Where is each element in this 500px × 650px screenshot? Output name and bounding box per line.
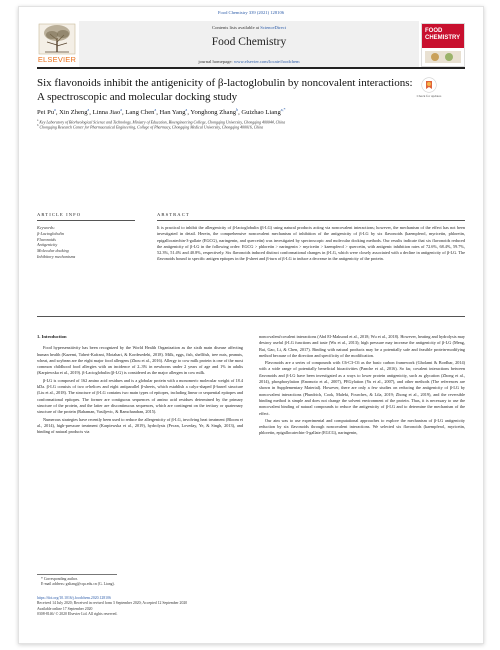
abstract-text: It is practical to inhibit the allergenicity of β-lactoglobulin (β-LG) using natural products acting via noncovalent interactions; however, the mechanism of the effect has not been investigated in detail. Herein, the comprehensive noncovalent mechanism of inhibition of the antigenicity of β-LG by six flavonoids (kaempferol, myricetin, phloretin, epigallocatechin-3-gallate (EGCG), naringenin, and quercetin) was investigated by spectroscopic and molecular docking methods. Our results indicate that six flavonoids reduced the antigenicity of β-LG in the following order: EGCG > phloretin > naringenin > myricetin > kaempferol > quercetin, with antigenic inhibition rates of 72.6%, 68.4%, 59.7%, 52.3%, 51.4% and 40.8%, respectively. Six flavonoids induced distinct conformational changes in β-LG, which were closely associated with a decline in antigenicity of β-LG. The flavonoids bound to specific antigen epitopes in the β-sheet and β-turn of β-LG to induce a decrease in the antigenicity of the protein. (157, 225, 465, 262)
keyword: Inhibitory mechanisms (37, 253, 76, 259)
author[interactable]: Pei Pu$^a$ (37, 107, 56, 117)
cover-illustration-icon (423, 49, 463, 65)
sciencedirect-link[interactable]: ScienceDirect (260, 25, 286, 30)
journal-citation[interactable]: Food Chemistry 339 (2021) 128106 (217, 10, 285, 15)
keywords-block (37, 225, 135, 260)
author-list: Pei Pu$^a$, Xin Zheng$^a$, Linna Jiao$^a$, Lang Chen$^a$, Han Yang$^a$, Yonghong Zhang$^b$, Guizhao Liang$^{a,*}$ (37, 107, 286, 117)
author[interactable]: Xin Zheng$^a$ (59, 107, 90, 117)
body-column-left (37, 334, 243, 436)
affiliation-a: $^a$ Key Laboratory of Biorheological Science and Technology, Ministry of Education, Bioengineering College, Chongqing University, Chongqing 400044, China (37, 118, 286, 125)
contents-prefix: Contents lists available at (212, 25, 261, 30)
divider (37, 220, 135, 221)
paper-page (18, 6, 484, 644)
footnote-divider (37, 574, 117, 575)
article-title: Six flavonoids inhibit the antigenicity of β-lactoglobulin by noncovalent interactions: A spectroscopic and molecular docking study (37, 77, 413, 103)
keyword: Molecular docking (37, 248, 69, 254)
publication-info (37, 596, 337, 618)
check-for-updates-icon[interactable] (421, 77, 437, 93)
doi-link[interactable]: https://doi.org/10.1016/j.foodchem.2020.128106 (37, 596, 111, 600)
received-dates: Received 14 July 2020; Received in revised form 3 September 2020; Accepted 12 September 2020 (37, 601, 188, 606)
homepage-line (79, 59, 419, 64)
footnotes (37, 577, 337, 588)
keyword: β-Lactoglobulin (37, 230, 64, 236)
body-column-right (259, 334, 465, 438)
cover-title: FOOD CHEMISTRY (425, 28, 461, 41)
paragraph: Numerous strategies have recently been used to reduce the allergenicity of β-LG, involving heat treatment (Bloom et al., 2014), high-pressure treatment (Karpiewska et al., 2019), hydrolysis (Pecan, Loveday, Ye, & Singh, 2013), and binding of natural products via (37, 416, 243, 435)
paragraph: Flavonoids are a series of compounds with C6-C3-C6 as the basic carbon framework (Gholami & Bordbar, 2014) with a wide range of potentially beneficial bioactivities (Panche et al., 2016). So far, covalent interactions between flavonoids and β-LG have been investigated as a ways to lower protein antigenicity, such as glycation (Zhong et al., 2014), phosphorylation (Enomoto et al., 2007), PEGylation (Yu et al., 2007), and other methods (The references are shown in Supplementary Material). However, there are only a few studies on reducing the antigenicity of β-LG by noncovalent interactions (Plundrich, Cook, Maleki, Fourches, & Lila, 2019; Zhong et al., 2019), and the reversible binding method is simple and does not change the solvent environment of the protein. Thus, it is necessary to use the noncovalent binding of natural compounds to reduce the antigenicity of β-LG and to determine the mechanism of the effect. (259, 360, 465, 416)
elsevier-wordmark: ELSEVIER (37, 55, 77, 64)
contents-line (79, 25, 419, 30)
author[interactable]: Guizhao Liang$^{a,*}$ (241, 107, 286, 117)
paragraph: β-LG is composed of 162 amino acid residues and is a globular protein with a monomeric molecular weight of 18.4 kDa. β-LG consists of two α-helices and eight antiparallel β-sheets, which establish a calyx-shaped β-barrel structure (Liu et al., 2018). The structure of β-LG contains two main types of epitopes, including linear or sequential epitopes and conformational epitopes. The former are contiguous sequences of amino acid residues determined by the primary structure of the protein, and the latter are discontinuous sequences, which are contingent on the tertiary or quaternary structure of the protein (Rahaman, Vasiljevic, & Ramchandran, 2015). (37, 377, 243, 415)
affiliation-b: $^b$ Chongqing Research Center for Pharmaceutical Engineering, College of Pharmacy, Chongqing Medical University, Chongqing 400016, China (37, 123, 264, 130)
paragraph: noncovalent/covalent interactions (Abd El-Maksoud et al., 2018; Wu et al., 2018). However, heating and hydrolysis may destroy useful β-LG functions and taste (Wu et al., 2013); high pressure may increase the antigenicity of β-LG (Meng, Bai, Gao, Li, & Chen, 2017). Binding with natural products may be a potentially safe and feasible protein-modifying method because of the direction and specificity of the modification. (259, 334, 465, 358)
author[interactable]: Han Yang$^a$ (159, 107, 188, 117)
journal-header (37, 21, 465, 69)
author[interactable]: Lang Chen$^a$ (125, 107, 157, 117)
corresponding-note: * Corresponding author. (41, 577, 78, 581)
author[interactable]: Yonghong Zhang$^b$ (190, 107, 239, 117)
abstract-heading: ABSTRACT (157, 212, 190, 217)
email-note[interactable]: E-mail address: gzliang@cqu.edu.cn (G. Liang). (41, 582, 115, 587)
article-info-heading: ARTICLE INFO (37, 212, 82, 217)
keyword: Antigenicity (37, 242, 58, 248)
keyword: Flavonoids (37, 236, 56, 242)
keywords-label: Keywords: (37, 225, 55, 230)
elsevier-logo (37, 22, 77, 66)
check-for-updates-label[interactable]: Check for updates (416, 94, 442, 98)
copyright: 0308-8146/ © 2020 Elsevier Ltd. All rights reserved. (37, 612, 118, 617)
section-heading: 1. Introduction (37, 334, 67, 339)
paragraph: Our aim was to use experimental and computational approaches to explore the mechanism of β-LG antigenicity reduction by six flavonoids through noncovalent interactions. We selected six flavonoids (kaempferol, myricetin, phloretin, epigallocatechin-3-gallate (EGCG), naringenin, (259, 417, 465, 436)
homepage-prefix: journal homepage: (198, 59, 234, 64)
divider (157, 220, 465, 221)
journal-cover (421, 23, 465, 67)
elsevier-tree-icon (37, 22, 77, 56)
journal-masthead (79, 21, 419, 67)
available-online: Available online 17 September 2020 (37, 606, 93, 611)
journal-title: Food Chemistry (211, 36, 287, 48)
divider (37, 316, 465, 317)
paragraph: Food hypersensitivity has been recognized by the World Health Organization as the sixth main disease affecting human health (Kazemi, Taheri-Kafrani, Motahari, & Kordesedehi, 2018). Milk, eggs, fish, shellfish, tree nuts, peanuts, wheat, and soybean are the eight major food allergens (Zhou et al., 2016). Allergy to cow milk protein is one of the most common childhood food allergies with an incidence of 2–3% in newborns under 2 years of age and 1% in adults (Karpiewska et al., 2019). β-Lactoglobulin (β-LG) is considered as the major allergen in cow milk. (37, 345, 243, 376)
author[interactable]: Linna Jiao$^a$ (92, 107, 123, 117)
homepage-link[interactable]: www.elsevier.com/locate/foodchem (233, 59, 300, 64)
